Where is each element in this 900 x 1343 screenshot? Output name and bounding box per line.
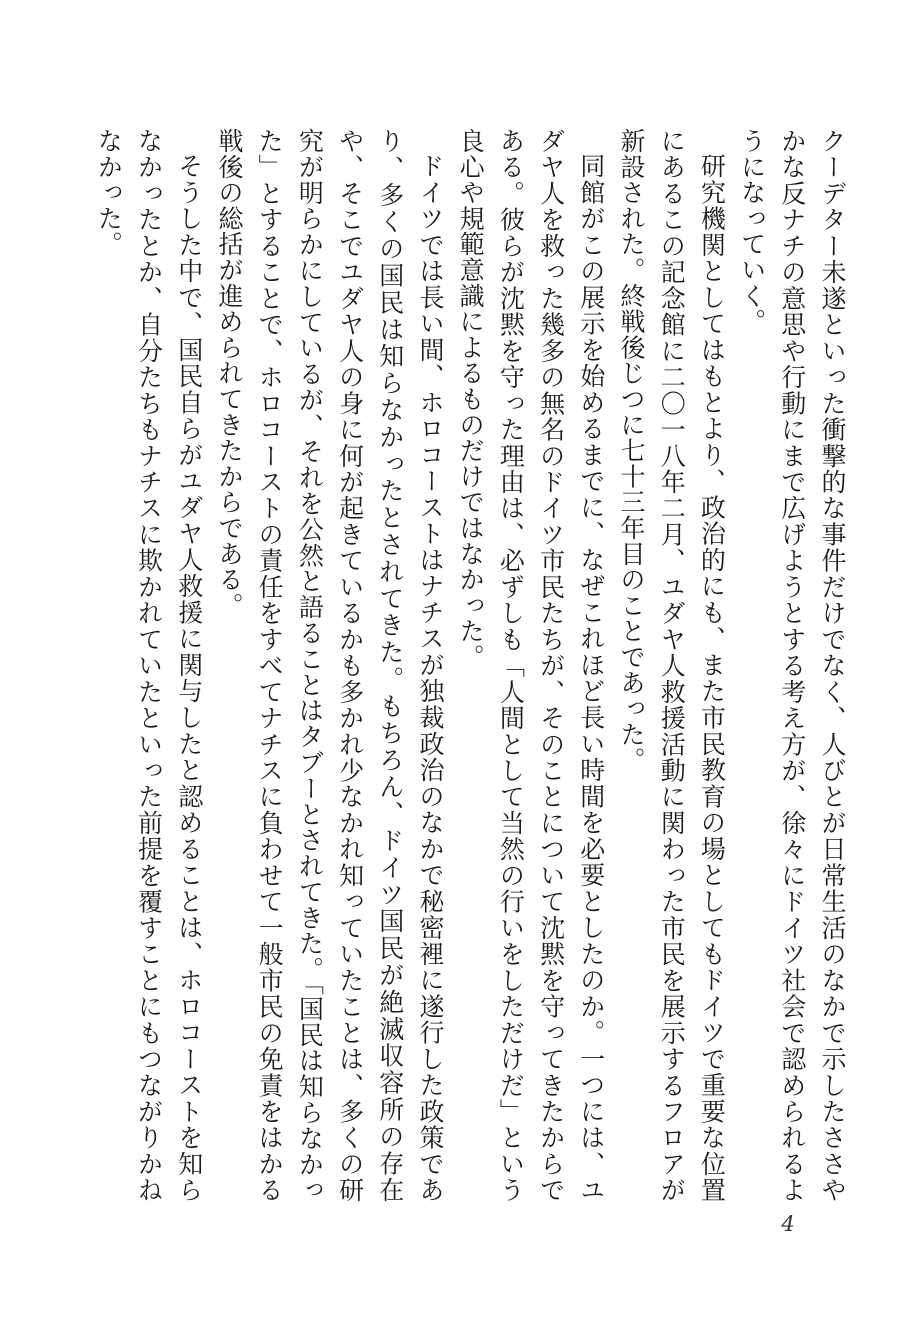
paragraph-5: そうした中で、国民自らがユダヤ人救援に関与したと認めることは、ホロコーストを知らなかったとか、自分たちもナチスに欺かれていたといった前提を覆すことにもつながりかねなかった。 (94, 128, 204, 1203)
paragraph-4: ドイツでは長い間、ホロコーストはナチスが独裁政治のなかで秘密裡に遂行した政策であり、多くの国民は知らなかったとされてきた。もちろん、ドイツ国民が絶滅収容所の存在や、そこでユダヤ人の身に何が起きているかも多かれ少なかれ知っていたことは、多くの研究が明らかにしているが、それを公然と語ることはタブーとされてきた。「国民は知らなかった」とすることで、ホロコーストの責任をすべてナチスに負わせて一般市民の免責をはかる戦後の総括が進められてきたからである。 (214, 128, 445, 1203)
paragraph-3: 同館がこの展示を始めるまでに、なぜこれほど長い時間を必要としたのか。一つには、ユダヤ人を救った幾多の無名のドイツ市民たちが、そのことについて沈黙を守ってきたからである。彼らが沈黙を守った理由は、必ずしも「人間として当然の行いをしただけだ」という良心や規範意識によるものだけではなかった。 (456, 128, 606, 1203)
paragraph-1: クーデター未遂といった衝撃的な事件だけでなく、人びとが日常生活のなかで示したささやかな反ナチの意思や行動にまで広げようとする考え方が、徐々にドイツ社会で認められるようになっていく。 (737, 128, 847, 1203)
page-number: 4 (781, 1212, 795, 1236)
vertical-text-block (88, 128, 852, 1203)
paragraph-2: 研究機関としてはもとより、政治的にも、また市民教育の場としてもドイツで重要な位置にあるこの記念館に二〇一八年二月、ユダヤ人救援活動に関わった市民を展示するフロアが新設された。終戦後じつに七十三年目のことであった。 (616, 128, 727, 1203)
